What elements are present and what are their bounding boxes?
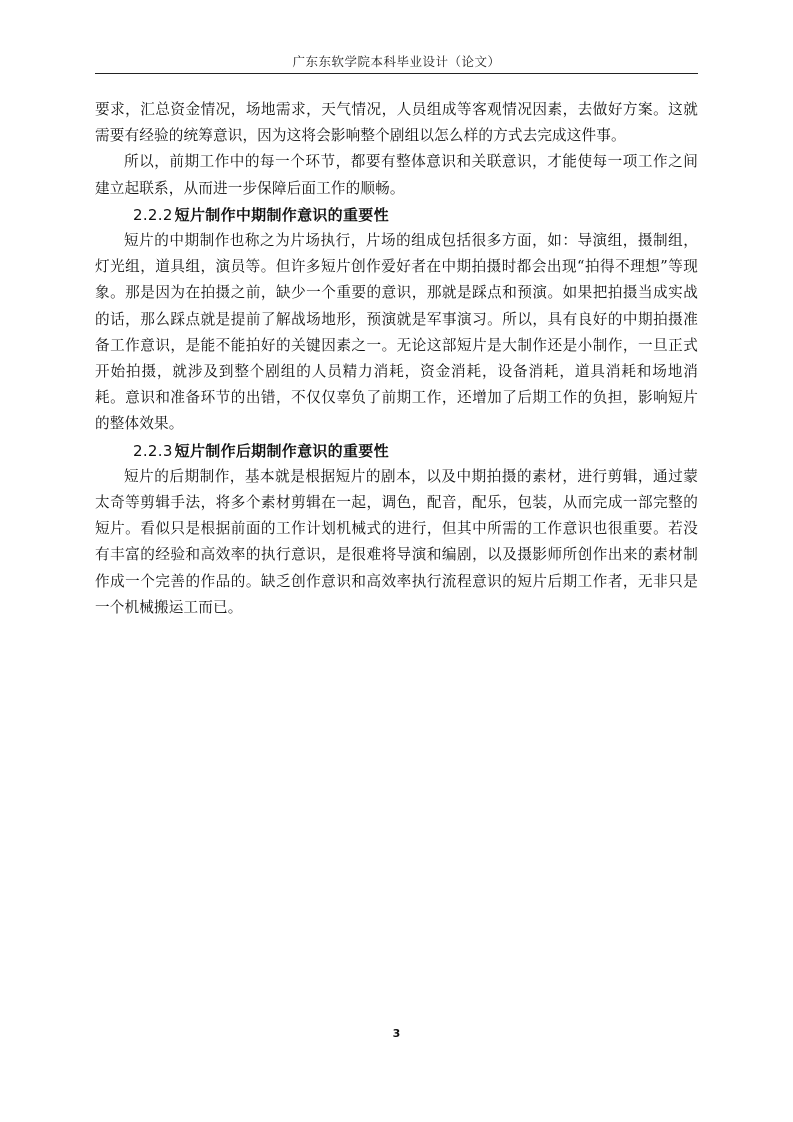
header-rule [95,73,698,74]
running-header: 广东东软学院本科毕业设计（论文） [292,54,501,69]
paragraph-post-production: 短片的后期制作，基本就是根据短片的剧本，以及中期拍摄的素材，进行剪辑，通过蒙太奇等剪辑手法，将多个素材剪辑在一起，调色，配音，配乐，包装，从而完成一部完整的短片。看似只是根据前面的工作计划机械式的进行，但其中所需的工作意识也很重要。若没有丰富的经验和高效率的执行意识，是很难将导演和编剧，以及摄影师所创作出来的素材制作成一个完善的作品的。缺乏创作意识和高效率执行流程意识的短片后期工作者，无非只是一个机械搬运工而已。 [95,467,698,616]
section-number: 2.2.2 [133,205,173,224]
section-title: 短片制作中期制作意识的重要性 [174,205,389,224]
paragraph-mid-production: 短片的中期制作也称之为片场执行，片场的组成包括很多方面，如：导演组，摄制组，灯光组，道具组，演员等。但许多短片创作爱好者在中期拍摄时都会出现“拍得不理想”等现象。那是因为在拍摄之前，缺少一个重要的意识，那就是踩点和预演。如果把拍摄当成实战的话，那么踩点就是提前了解战场地形，预演就是军事演习。所以，具有良好的中期拍摄准备工作意识，是能不能拍好的关键因素之一。无论这部短片是大制作还是小制作，一旦正式开始拍摄，就涉及到整个剧组的人员精力消耗，资金消耗，设备消耗，道具消耗和场地消耗。意识和准备环节的出错，不仅仅辜负了前期工作，还增加了后期工作的负担，影响短片的整体效果。 [95,232,698,433]
paragraph-continuation: 要求，汇总资金情况，场地需求，天气情况，人员组成等客观情况因素，去做好方案。这就需要有经验的统筹意识，因为这将会影响整个剧组以怎么样的方式去完成这件事。 [95,101,698,145]
paragraph-preparation-summary: 所以，前期工作中的每一个环节，都要有整体意识和关联意识，才能使每一项工作之间建立起联系，从而进一步保障后面工作的顺畅。 [95,153,698,197]
page-body [95,97,698,621]
section-heading-2-2-3 [95,438,698,464]
section-number: 2.2.3 [133,441,173,460]
section-title: 短片制作后期制作意识的重要性 [174,441,389,460]
section-heading-2-2-2 [95,202,698,228]
page-number: 3 [392,1027,401,1040]
